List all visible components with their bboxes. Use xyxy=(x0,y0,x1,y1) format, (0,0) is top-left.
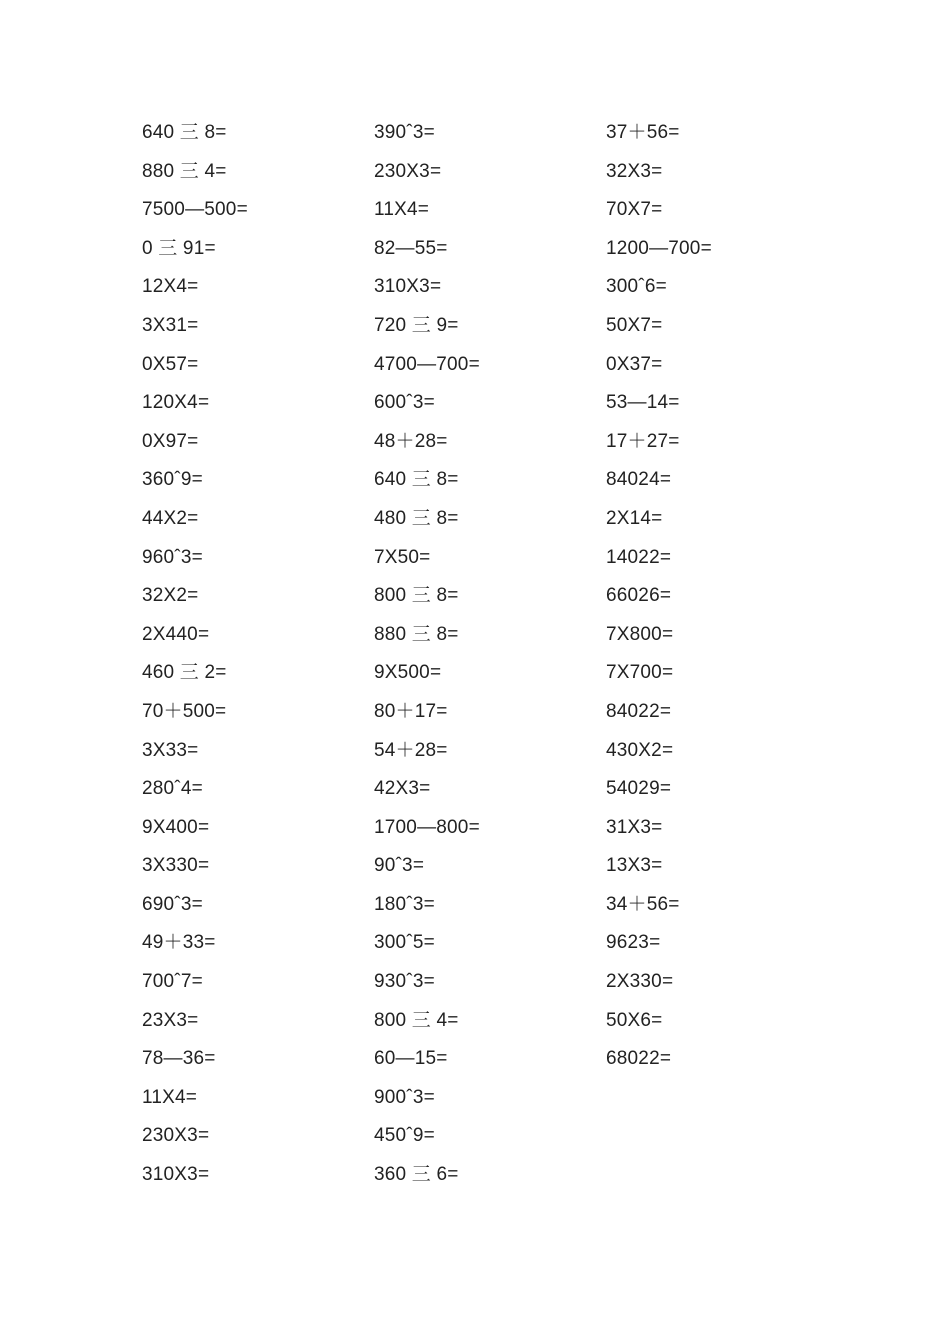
math-problem: 7X800= xyxy=(606,623,674,645)
math-problem: 12X4= xyxy=(142,276,199,298)
math-problem: 80＋17= xyxy=(374,700,448,722)
math-problem: 640 三 8= xyxy=(142,122,227,143)
math-problem: 930ˆ3= xyxy=(374,971,435,993)
math-problem: 690ˆ3= xyxy=(142,893,203,915)
math-problem: 44X2= xyxy=(142,507,199,529)
math-problem: 9X400= xyxy=(142,816,210,838)
math-problem: 9623= xyxy=(606,932,661,954)
problem-column-3 xyxy=(606,114,826,1079)
math-problem: 50X7= xyxy=(606,314,663,336)
math-problem: 880 三 4= xyxy=(142,160,227,182)
math-problem: 230X3= xyxy=(374,160,442,182)
math-problem: 42X3= xyxy=(374,778,431,800)
math-problem: 7X50= xyxy=(374,546,431,568)
math-problem: 360ˆ9= xyxy=(142,469,203,491)
math-problem: 7500—500= xyxy=(142,199,248,221)
math-problem: 1200—700= xyxy=(606,237,712,259)
math-problem: 180ˆ3= xyxy=(374,893,435,915)
math-problem: 37＋56= xyxy=(606,122,680,143)
math-problem: 11X4= xyxy=(142,1086,198,1108)
math-problem: 700ˆ7= xyxy=(142,971,203,993)
math-problem: 480 三 8= xyxy=(374,507,459,529)
math-problem: 49＋33= xyxy=(142,932,216,954)
math-problem: 14022= xyxy=(606,546,672,568)
math-problem: 32X2= xyxy=(142,585,199,607)
math-problem: 300ˆ5= xyxy=(374,932,435,954)
math-problem: 7X700= xyxy=(606,662,674,684)
math-problem: 60—15= xyxy=(374,1048,448,1070)
math-problem: 0X97= xyxy=(142,430,199,452)
math-problem: 78—36= xyxy=(142,1048,216,1070)
math-problem: 640 三 8= xyxy=(374,469,459,491)
problem-column-2 xyxy=(374,114,594,1195)
math-problem: 66026= xyxy=(606,585,672,607)
math-problem: 82—55= xyxy=(374,237,448,259)
math-problem: 800 三 8= xyxy=(374,585,459,607)
math-problem: 0 三 91= xyxy=(142,237,216,259)
math-problem: 23X3= xyxy=(142,1009,199,1031)
math-problem: 120X4= xyxy=(142,392,210,414)
math-problem: 13X3= xyxy=(606,855,663,877)
math-problem: 4700—700= xyxy=(374,353,480,375)
math-problem: 430X2= xyxy=(606,739,674,761)
math-problem: 11X4= xyxy=(374,199,430,221)
math-problem: 50X6= xyxy=(606,1009,663,1031)
math-problem: 390ˆ3= xyxy=(374,122,435,143)
math-problem: 900ˆ3= xyxy=(374,1086,435,1108)
math-problem: 3X33= xyxy=(142,739,199,761)
math-problem: 54＋28= xyxy=(374,739,448,761)
math-problem: 600ˆ3= xyxy=(374,392,435,414)
math-problem: 3X31= xyxy=(142,314,199,336)
math-problem: 1700—800= xyxy=(374,816,480,838)
math-problem: 280ˆ4= xyxy=(142,778,203,800)
math-problem: 84024= xyxy=(606,469,672,491)
math-problem: 0X57= xyxy=(142,353,199,375)
math-problem: 90ˆ3= xyxy=(374,855,425,877)
math-problem: 53—14= xyxy=(606,392,680,414)
problem-column-1 xyxy=(142,114,362,1195)
math-problem: 2X440= xyxy=(142,623,210,645)
math-problem: 460 三 2= xyxy=(142,662,227,684)
math-problem: 31X3= xyxy=(606,816,663,838)
math-problem: 70X7= xyxy=(606,199,663,221)
math-problem: 960ˆ3= xyxy=(142,546,203,568)
math-problem: 68022= xyxy=(606,1048,672,1070)
math-problem: 0X37= xyxy=(606,353,663,375)
math-problem: 720 三 9= xyxy=(374,314,459,336)
math-problem: 360 三 6= xyxy=(374,1164,459,1186)
math-problem: 48＋28= xyxy=(374,430,448,452)
math-problem: 34＋56= xyxy=(606,893,680,915)
math-problem: 9X500= xyxy=(374,662,442,684)
math-problem: 800 三 4= xyxy=(374,1009,459,1031)
math-problem: 450ˆ9= xyxy=(374,1125,435,1147)
math-problem: 70＋500= xyxy=(142,700,227,722)
math-problem: 2X330= xyxy=(606,971,674,993)
math-problem: 880 三 8= xyxy=(374,623,459,645)
math-problem: 2X14= xyxy=(606,507,663,529)
math-problem: 300ˆ6= xyxy=(606,276,667,298)
math-problem: 310X3= xyxy=(142,1164,210,1186)
math-problem: 17＋27= xyxy=(606,430,680,452)
math-problem: 84022= xyxy=(606,700,672,722)
math-problem: 3X330= xyxy=(142,855,210,877)
math-problem: 230X3= xyxy=(142,1125,210,1147)
math-problem: 32X3= xyxy=(606,160,663,182)
math-problem: 310X3= xyxy=(374,276,442,298)
math-problem: 54029= xyxy=(606,778,672,800)
